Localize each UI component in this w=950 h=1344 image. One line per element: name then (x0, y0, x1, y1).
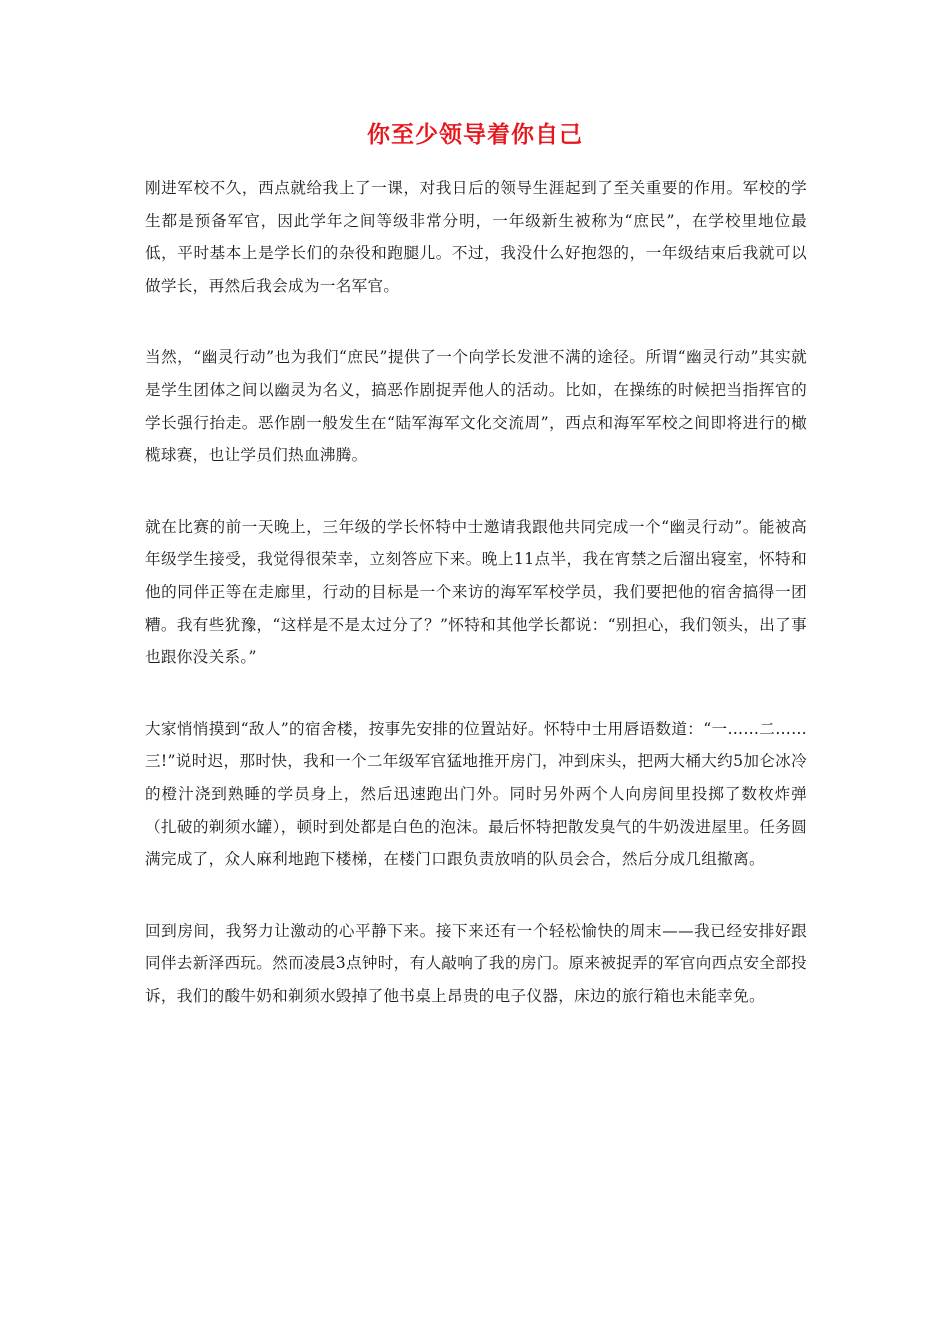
paragraph: 当然，“幽灵行动”也为我们“庶民”提供了一个向学长发泄不满的途径。所谓“幽灵行动”其实就是学生团体之间以幽灵为名义，搞恶作剧捉弄他人的活动。比如，在操练的时候把当指挥官的学长强行抬走。恶作剧一般发生在“陆军海军文化交流周”，西点和海军军校之间即将进行的橄榄球赛，也让学员们热血沸腾。 (145, 348, 807, 465)
paragraph: 刚进军校不久，西点就给我上了一课，对我日后的领导生涯起到了至关重要的作用。军校的学生都是预备军官，因此学年之间等级非常分明，一年级新生被称为“庶民”，在学校里地位最低，平时基本上是学长们的杂役和跑腿儿。不过，我没什么好抱怨的，一年级结束后我就可以做学长，再然后我会成为一名军官。 (145, 179, 807, 295)
document-title: 你至少领导着你自己 (367, 122, 583, 148)
document-body (145, 172, 807, 1051)
paragraph: 大家悄悄摸到“敌人”的宿舍楼，按事先安排的位置站好。怀特中士用唇语数道：“一……二……三!”说时迟，那时快，我和一个二年级军官猛地推开房门，冲到床头，把两大桶大约5加仑冰冷的橙汁浇到熟睡的学员身上，然后迅速跑出门外。同时另外两个人向房间里投掷了数枚炸弹（扎破的剃须水罐），顿时到处都是白色的泡沫。最后怀特把散发臭气的牛奶泼进屋里。任务圆满完成了，众人麻利地跑下楼梯，在楼门口跟负责放哨的队员会合，然后分成几组撤离。 (145, 719, 807, 869)
paragraph: 回到房间，我努力让激动的心平静下来。接下来还有一个轻松愉快的周末——我已经安排好跟同伴去新泽西玩。然而凌晨3点钟时，有人敲响了我的房门。原来被捉弄的军官向西点安全部投诉，我们的酸牛奶和剃须水毁掉了他书桌上昂贵的电子仪器，床边的旅行箱也未能幸免。 (145, 921, 807, 1005)
paragraph: 就在比赛的前一天晚上，三年级的学长怀特中士邀请我跟他共同完成一个“幽灵行动”。能被高年级学生接受，我觉得很荣幸，立刻答应下来。晚上11点半，我在宵禁之后溜出寝室，怀特和他的同伴正等在走廊里，行动的目标是一个来访的海军军校学员，我们要把他的宿舍搞得一团糟。我有些犹豫，“这样是不是太过分了？”怀特和其他学长都说：“别担心，我们领头，出了事也跟你没关系。” (145, 517, 807, 667)
